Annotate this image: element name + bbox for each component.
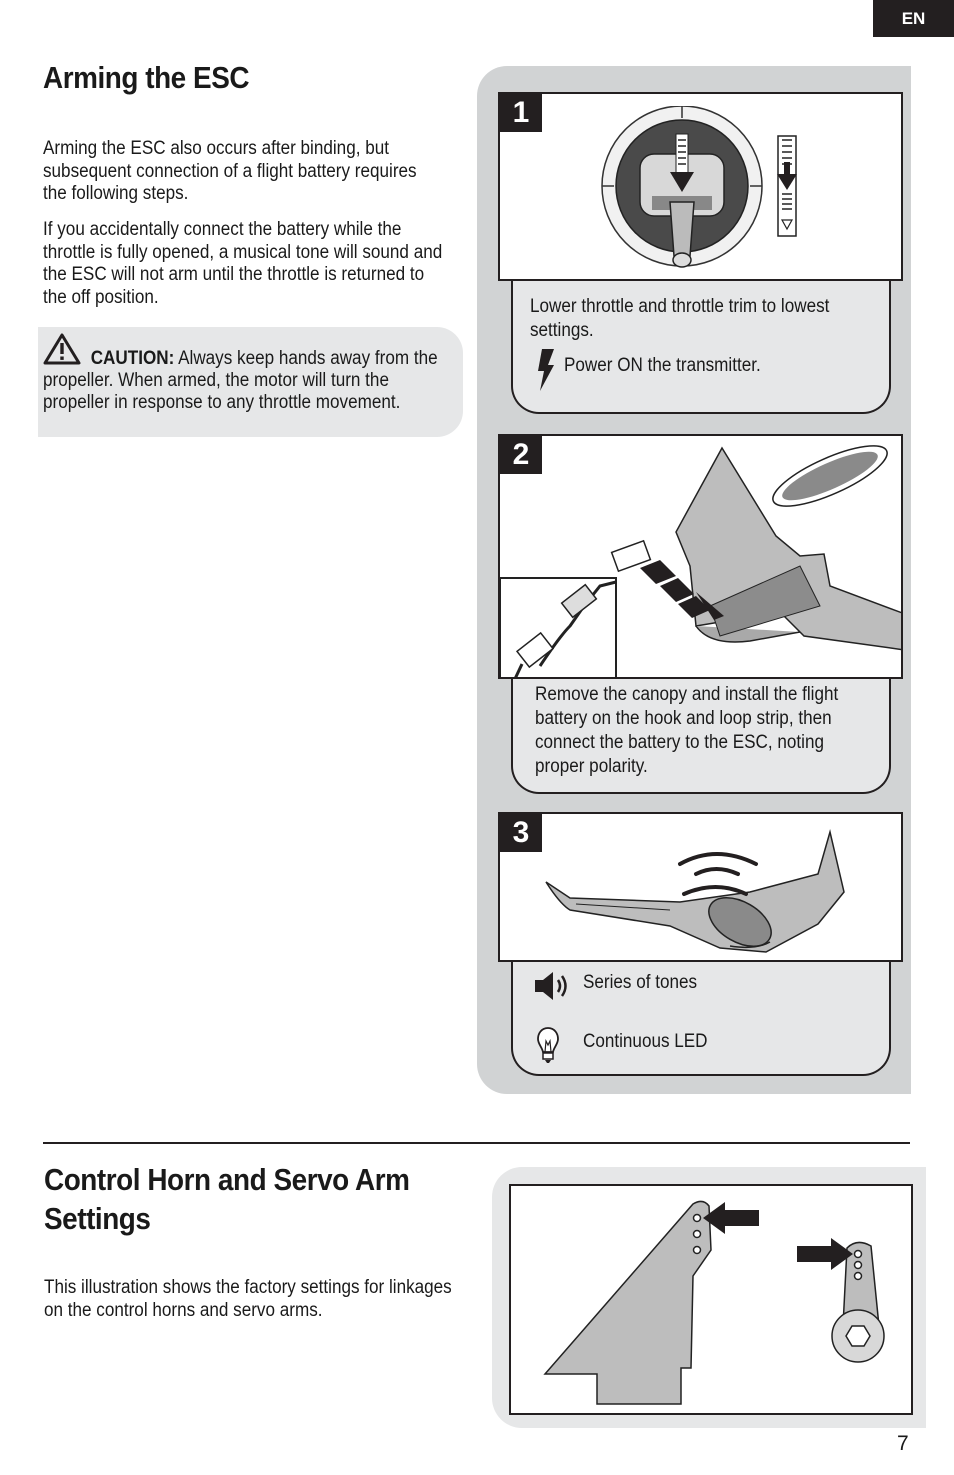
- caution-body: Always keep hands away from the propeller. When armed, the motor will turn the propeller in response to any throttle movement.: [43, 348, 438, 413]
- control-horn-frame: [509, 1184, 913, 1415]
- step-1-number: 1: [500, 94, 542, 132]
- caution-label: CAUTION:: [90, 348, 175, 369]
- armed-aircraft-illustration: [500, 814, 903, 962]
- step-1-caption: Lower throttle and throttle trim to lowest settings.: [530, 296, 830, 341]
- step-3-number: 3: [500, 814, 542, 852]
- language-tab: EN: [873, 0, 954, 37]
- section-title-arming: Arming the ESC: [43, 60, 250, 95]
- arming-paragraph-1: Arming the ESC also occurs after binding, but subsequent connection of a flight battery requires the following steps.: [43, 138, 417, 204]
- step-1-frame: [498, 92, 903, 281]
- step-1-sub-caption: Power ON the transmitter.: [564, 355, 761, 376]
- control-horn-paragraph: This illustration shows the factory settings for linkages on the control horns and servo arms.: [44, 1277, 452, 1321]
- section-divider: [43, 1142, 910, 1144]
- step-3-frame: [498, 812, 903, 962]
- power-bolt-icon: [536, 349, 556, 391]
- step-2-number: 2: [500, 436, 542, 474]
- step-2-frame: [498, 434, 903, 679]
- step-3-led-label: Continuous LED: [583, 1031, 708, 1052]
- bulb-icon: [536, 1026, 560, 1064]
- page-number: 7: [897, 1432, 909, 1455]
- control-horn-servo-illustration: [511, 1186, 915, 1417]
- section-title-control-horn: Control Horn and Servo Arm Settings: [44, 1162, 410, 1236]
- arming-paragraph-2: If you accidentally connect the battery while the throttle is fully opened, a musical tone will sound and the ESC will not arm until the throttle is returned to the off position.: [43, 219, 443, 308]
- caution-text: [43, 348, 457, 414]
- speaker-icon: [533, 970, 571, 1002]
- step-3-tones-label: Series of tones: [583, 972, 698, 993]
- battery-install-illustration: [500, 436, 903, 679]
- step-2-caption: Remove the canopy and install the flight battery on the hook and loop strip, then connect the battery to the ESC, noting proper polarity.: [535, 684, 839, 777]
- transmitter-stick-illustration: [600, 106, 820, 276]
